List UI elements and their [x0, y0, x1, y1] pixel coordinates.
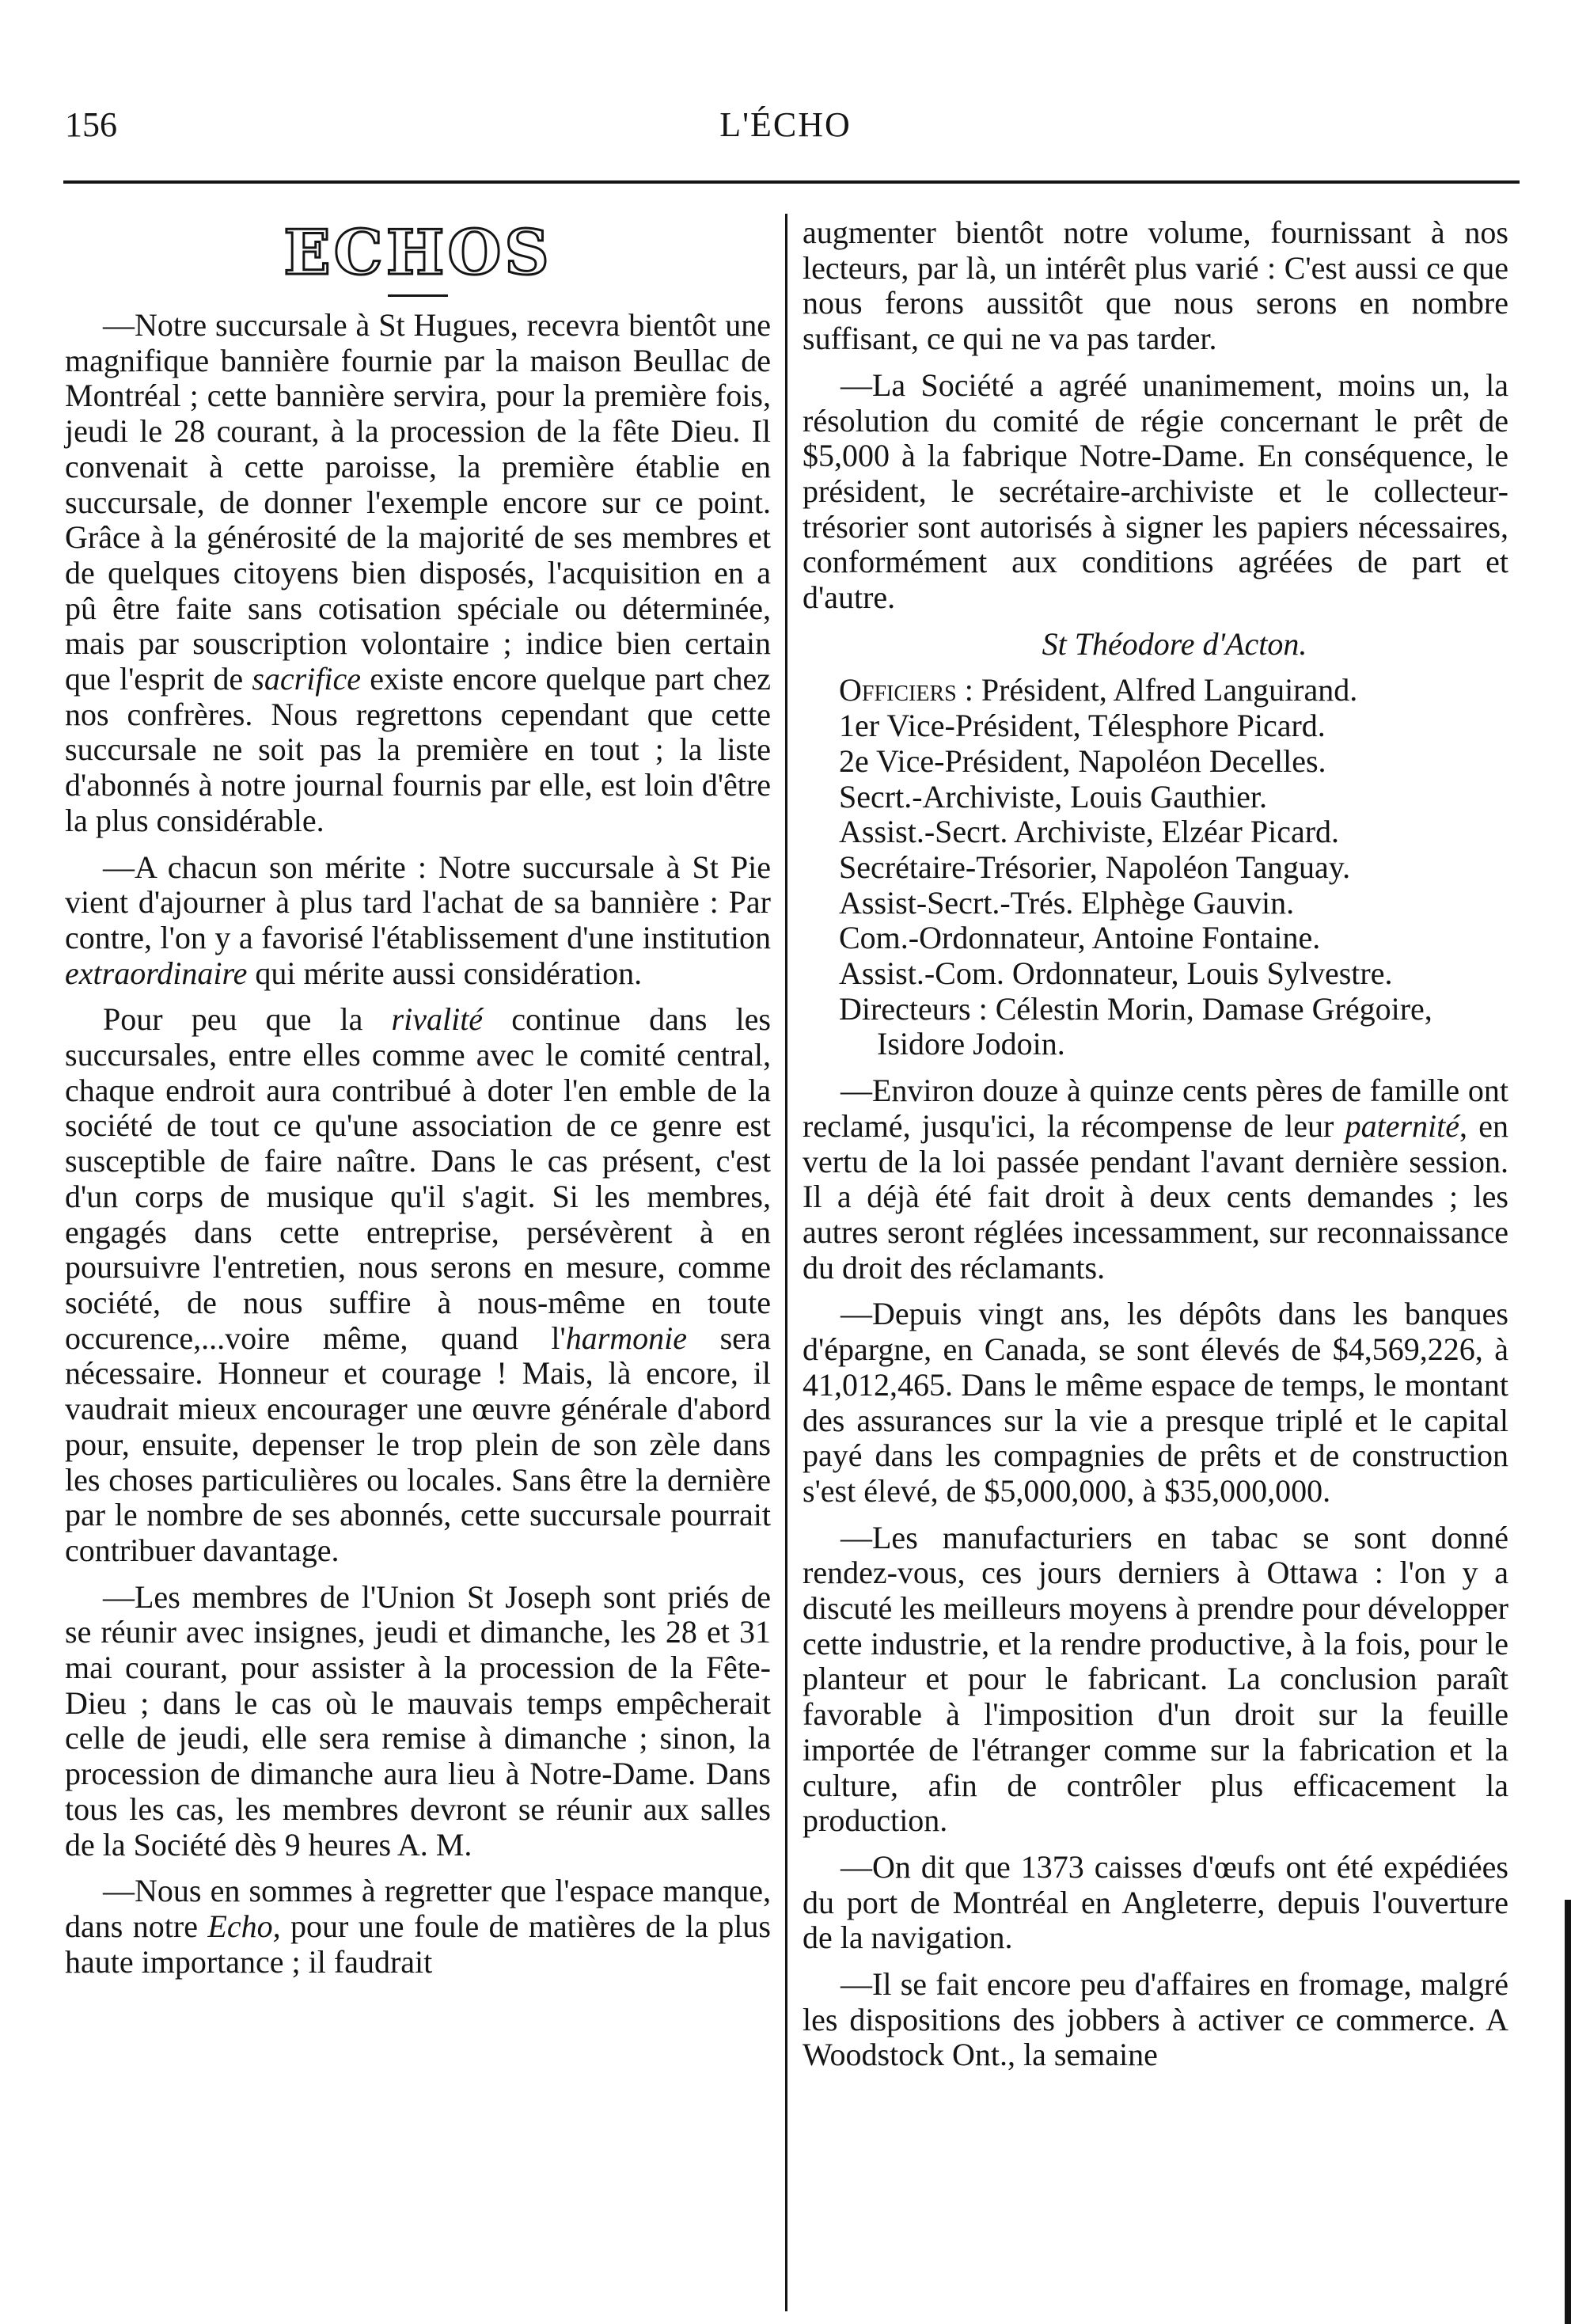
paragraph-societe-pret: —La Société a agréé unanimement, moins un, la résolution du comité de régie concernant le prêt de $5,000 à la fabrique Notre-Dame. En conséquence, le président, le secrétaire-archiviste et le collecteur-trésorier sont autorisés à signer les papiers nécessaires, conformément aux conditions agréées de part et d'autre. — [803, 366, 1508, 616]
paragraph-peres-famille: —Environ douze à quinze cents pères de famille ont reclamé, jusqu'ici, la récompense de leur paternité, en vertu de la loi passée pendant l'avant dernière session. Il a déjà été fait droit à deux cents demandes ; les autres seront réglées incessamment, sur reconnaissance du droit des réclamants. — [803, 1073, 1508, 1285]
officer-item: 1er Vice-Président, Télesphore Picard. — [839, 708, 1326, 744]
journal-title: L'ÉCHO — [719, 105, 852, 144]
officer-item: Assist-Secrt.-Trés. Elphège Gauvin. — [839, 884, 1295, 921]
paragraph-union-st-joseph: —Les membres de l'Union St Joseph sont priés de se réunir avec insignes, jeudi et dimanche, les 28 et 31 mai courant, pour assister à la procession de la Fête-Dieu ; dans le cas où le mauvais temps empêcherait celle de jeudi, elle sera remise à dimanche ; sinon, la procession de dimanche aura lieu à Notre-Dame. Dans tous les cas, les membres devront se réunir aux salles de la Société dès 9 heures A. M. — [65, 1578, 771, 1863]
officer-item: Com.-Ordonnateur, Antoine Fontaine. — [839, 920, 1321, 956]
paragraph-st-pie: —A chacun son mérite : Notre succursale à St Pie vient d'ajourner à plus tard l'achat de sa bannière : Par contre, l'on y a favorisé l'établissement d'une institution extraordinaire qui mérite aussi considération. — [65, 849, 771, 991]
officer-item: Assist.-Com. Ordonnateur, Louis Sylvestre. — [839, 955, 1393, 992]
paragraph-continuation: augmenter bientôt notre volume, fournissant à nos lecteurs, par là, un intérêt plus varié : C'est aussi ce que nous ferons aussitôt que nous serons en nombre suffisant, ce qui ne va pas tarder. — [803, 215, 1508, 357]
section-title: ECHOS — [283, 217, 552, 289]
header-rule — [63, 180, 1520, 184]
column-divider — [785, 214, 787, 2311]
paragraph-fromage: —Il se fait encore peu d'affaires en fromage, malgré les dispositions des jobbers à activer ce commerce. A Woodstock Ont., la semaine — [803, 1966, 1508, 2073]
paragraph-st-hugues: —Notre succursale à St Hugues, recevra bientôt une magnifique bannière fournie par la maison Beullac de Montréal ; cette bannière servira, pour la première fois, jeudi le 28 courant, à la procession de la fête Dieu. Il convenait à cette paroisse, la première établie en succursale, de donner l'exemple encore sur ce point. Grâce à la générosité de la majorité de ses membres et de quelques citoyens bien disposés, l'acquisition en a pû être faite sans cotisation spéciale ou déterminée, mais par souscription volontaire ; indice bien certain que l'esprit de sacrifice existe encore quelque part chez nos confrères. Nous regrettons cependant que cette succursale ne soit pas la première en tout ; la liste d'abonnés à notre journal fournis par elle, est loin d'être la plus considérable. — [65, 307, 772, 838]
paragraph-manufacturiers-tabac: —Les manufacturiers en tabac se sont donné rendez-vous, ces jours derniers à Ottawa : l'on y a discuté les meilleurs moyens à prendre pour développer cette industrie, et la rendre productive, à la fois, pour le planteur et pour le fabricant. La conclusion paraît favorable à l'imposition d'un droit sur la feuille importée de l'étranger comme sur la fabrication et la culture, afin de contrôler plus efficacement la production. — [803, 1519, 1508, 1839]
title-rule — [388, 294, 448, 297]
officer-item: 2e Vice-Président, Napoléon Decelles. — [839, 742, 1326, 779]
officer-item: Secrt.-Archiviste, Louis Gauthier. — [839, 778, 1267, 815]
paragraph-caisses-oeufs: —On dit que 1373 caisses d'œufs ont été expédiées du port de Montréal en Angleterre, depuis l'ouverture de la navigation. — [803, 1848, 1508, 1956]
paragraph-espace-manque: —Nous en sommes à regretter que l'espace manque, dans notre Echo, pour une foule de matières de la plus haute importance ; il faudrait — [65, 1873, 771, 1980]
branch-title: St Théodore d'Acton. — [1042, 625, 1307, 662]
officers-list — [803, 673, 1508, 1062]
officer-item: Secrétaire-Trésorier, Napoléon Tanguay. — [839, 849, 1351, 885]
officer-item: Assist.-Secrt. Archiviste, Elzéar Picard. — [839, 814, 1340, 850]
page-number: 156 — [65, 105, 117, 144]
paragraph-depots-banques: —Depuis vingt ans, les dépôts dans les banques d'épargne, en Canada, se sont élevés de $4,569,226, à 41,012,465. Dans le même espace de temps, le montant des assurances sur la vie a presque triplé et le capital payé dans les compagnies de prêts et de construction s'est élevé, de $5,000,000, à $35,000,000. — [803, 1296, 1508, 1509]
officer-item: Officiers : Président, Alfred Languirand. — [839, 672, 1358, 708]
right-column — [803, 215, 1508, 2084]
scan-edge-shadow — [1565, 1900, 1571, 2324]
paragraph-rivalite: Pour peu que la rivalité continue dans les succursales, entre elles comme avec le comité central, chaque endroit aura contribué à doter l'en emble de la société de tout ce qu'une association de ce genre est susceptible de faire naître. Dans le cas présent, c'est d'un corps de musique qu'il s'agit. Si les membres, engagés dans cette entreprise, persévèrent à en poursuivre l'entretien, nous serons en mesure, comme société, de nous suffire à nous-même en toute occurence,...voire même, quand l'harmonie sera nécessaire. Honneur et courage ! Mais, là encore, il vaudrait mieux encourager une œuvre générale d'abord pour, ensuite, depenser le trop plein de son zèle dans les choses particulières ou locales. Sans être la dernière par le nombre de ses abonnés, cette succursale pourrait contribuer davantage. — [65, 1001, 771, 1568]
left-column — [65, 215, 771, 1991]
officer-item: Directeurs : Célestin Morin, Damase Grégoire, Isidore Jodoin. — [839, 990, 1432, 1062]
